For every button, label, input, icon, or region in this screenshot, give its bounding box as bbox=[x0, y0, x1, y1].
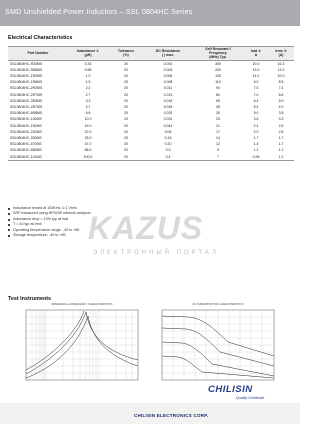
watermark-subtitle: ЭЛЕКТРОННЫЙ ПОРТАЛ bbox=[93, 250, 219, 256]
table-cell: 9.0 bbox=[253, 80, 259, 85]
part-number-cell: SSL0804HC-2R2MS bbox=[10, 86, 43, 91]
table-cell: 110 bbox=[215, 80, 221, 85]
table-cell: 20 bbox=[124, 80, 128, 85]
part-number-cell: SSL0804HC-3R3MS bbox=[10, 98, 43, 103]
table-cell: 6.4 bbox=[253, 98, 259, 103]
part-number-cell: SSL0804HC-R68MS bbox=[10, 67, 43, 72]
table-cell: 7.4 bbox=[278, 86, 284, 91]
table-cell: 7.5 bbox=[253, 86, 259, 91]
table-cell: 1.4 bbox=[253, 142, 259, 147]
part-number-cell: SSL0804HC-101MS bbox=[8, 154, 68, 161]
table-cell: 0.005 bbox=[163, 74, 173, 79]
table-header-cell bbox=[192, 47, 244, 61]
table-cell: 20 bbox=[124, 86, 128, 91]
table-cell: 47.0 bbox=[84, 142, 92, 147]
part-number-cell: SSL0804HC-100MS bbox=[10, 117, 42, 122]
bullet-icon bbox=[8, 219, 10, 221]
part-number-cell: SSL0804HC-4R7MS bbox=[10, 105, 43, 110]
table-cell: 1.0 bbox=[85, 74, 91, 79]
bullet-icon bbox=[8, 235, 10, 237]
table-cell: 0.3 bbox=[165, 148, 171, 153]
table-header-cell bbox=[108, 47, 144, 61]
spec-table bbox=[8, 46, 294, 161]
table-cell: 33.0 bbox=[84, 136, 92, 141]
note-text: Operating temperature range: -40 to +85 bbox=[13, 227, 80, 232]
table-cell: 22.0 bbox=[84, 129, 92, 134]
table-cell: 17 bbox=[216, 129, 220, 134]
table-cell: 20 bbox=[124, 67, 128, 72]
table-cell: 1.2 bbox=[253, 148, 259, 153]
table-header-text: Isat ② bbox=[251, 49, 261, 54]
table-header-text: Tolerance bbox=[117, 49, 135, 54]
dc-superposition-chart-plot bbox=[158, 308, 278, 382]
part-number-cell: SSL0804HC-220MS bbox=[10, 129, 42, 134]
impedance-chart bbox=[22, 303, 142, 383]
table-cell: 13.0 bbox=[277, 67, 285, 72]
table-cell: 20 bbox=[124, 98, 128, 103]
table-cell: 0.011 bbox=[163, 86, 173, 91]
table-cell: 20 bbox=[124, 136, 128, 141]
table-cell: 3.3 bbox=[278, 117, 284, 122]
table-header-text: Part Number bbox=[27, 51, 49, 56]
part-number-cell: SSL0804HC-1R0MS bbox=[10, 74, 43, 79]
table-cell: 20 bbox=[124, 148, 128, 153]
table-cell: 1.5 bbox=[85, 80, 91, 85]
table-header-text: (MHz) Typ. bbox=[209, 55, 227, 60]
company-name: CHILISIN ELECTRONICS CORP. bbox=[134, 413, 209, 418]
table-cell: 6.6 bbox=[278, 92, 284, 97]
table-cell: 1.7 bbox=[278, 142, 284, 147]
table-cell: 12 bbox=[216, 142, 220, 147]
table-header-text: (A) bbox=[278, 53, 284, 58]
table-cell: 13.0 bbox=[252, 67, 260, 72]
table-cell: 2.4 bbox=[253, 123, 259, 128]
table-cell: 300 bbox=[215, 61, 221, 66]
dc-superposition-chart bbox=[158, 303, 278, 383]
table-cell: 0.013 bbox=[163, 92, 173, 97]
table-header-cell bbox=[144, 47, 192, 61]
table-cell: 1.7 bbox=[278, 136, 284, 141]
table-cell: 45 bbox=[216, 105, 220, 110]
table-cell: 0.33 bbox=[84, 61, 92, 66]
note-text: SRF measured using HP4195 network analyzer bbox=[13, 211, 91, 216]
table-cell: 4.7 bbox=[85, 105, 91, 110]
table-cell: 10.0 bbox=[84, 117, 92, 122]
bullet-icon bbox=[8, 208, 10, 210]
table-cell: 20 bbox=[124, 74, 128, 79]
table-cell: 8.5 bbox=[278, 80, 284, 85]
table-cell: 20 bbox=[124, 117, 128, 122]
notes-list bbox=[8, 206, 91, 238]
table-row bbox=[8, 60, 294, 67]
table-cell: 100.0 bbox=[68, 154, 108, 161]
table-cell: 200 bbox=[215, 67, 221, 72]
watermark-logo: KAZUS bbox=[88, 210, 204, 246]
table-cell: 25 bbox=[216, 117, 220, 122]
chilisin-logo: CHILISIN bbox=[208, 384, 253, 395]
table-cell: 7 bbox=[192, 154, 244, 161]
table-cell: 0.06 bbox=[164, 129, 172, 134]
table-header-text: A bbox=[254, 53, 258, 58]
table-cell: 5.4 bbox=[253, 105, 259, 110]
test-instruments-heading: Test Instruments bbox=[8, 296, 52, 302]
table-cell: 15.0 bbox=[84, 123, 92, 128]
table-cell: 20.0 bbox=[252, 61, 260, 66]
table-cell: 2.8 bbox=[278, 129, 284, 134]
table-cell: 2.5 bbox=[278, 123, 284, 128]
table-cell: 0.025 bbox=[163, 111, 173, 116]
table-cell: 4.9 bbox=[278, 105, 284, 110]
note-item bbox=[8, 233, 91, 238]
table-header-cell bbox=[8, 47, 68, 61]
table-cell: 130 bbox=[215, 74, 221, 79]
table-header-row bbox=[8, 47, 294, 61]
part-number-cell: SSL0804HC-R33MS bbox=[10, 61, 43, 66]
table-cell: 0.20 bbox=[164, 142, 172, 147]
table-header-text: DC Resistance bbox=[155, 49, 181, 54]
table-cell: 20 bbox=[124, 92, 128, 97]
table-cell: 20 bbox=[124, 123, 128, 128]
table-cell: 68.0 bbox=[84, 148, 92, 153]
note-text: Storage temperature: -40 to +85 bbox=[13, 233, 66, 238]
table-cell: 1.2 bbox=[278, 148, 284, 153]
table-cell: 0.043 bbox=[163, 123, 173, 128]
impedance-chart-plot bbox=[22, 308, 142, 382]
table-cell: 0.4 bbox=[144, 154, 192, 161]
table-cell: 5.0 bbox=[253, 111, 259, 116]
page-title: SMD Unshielded Power Inductors – SSL 0804HC Series bbox=[5, 7, 193, 16]
table-cell: 3.6 bbox=[253, 117, 259, 122]
electrical-characteristics-heading: Electrical Characteristics bbox=[8, 35, 73, 41]
part-number-cell: SSL0804HC-330MS bbox=[10, 136, 42, 141]
table-cell: 20 bbox=[124, 61, 128, 66]
table-cell: 20 bbox=[124, 142, 128, 147]
table-cell: 0.031 bbox=[163, 117, 173, 122]
table-cell: 0.003 bbox=[163, 67, 173, 72]
table-cell: 11.0 bbox=[252, 74, 260, 79]
table-header-text: Self Resonant f bbox=[205, 47, 231, 51]
table-cell: 7.0 bbox=[253, 92, 259, 97]
table-cell: 80 bbox=[216, 92, 220, 97]
part-number-cell: SSL0804HC-680MS bbox=[10, 148, 42, 153]
table-header-cell bbox=[244, 47, 268, 61]
table-cell: 6.8 bbox=[85, 111, 91, 116]
table-cell: 20 bbox=[108, 154, 144, 161]
table-cell: 9 bbox=[217, 148, 219, 153]
part-number-cell: SSL0804HC-470MS bbox=[10, 142, 42, 147]
table-header-text: ( ) max. bbox=[161, 53, 175, 58]
impedance-chart-title: IMPEDANCE vs FREQUENCY CHARACTERISTICS bbox=[51, 303, 113, 306]
table-cell: 0.95 bbox=[244, 154, 268, 161]
table-cell: 0.68 bbox=[84, 67, 92, 72]
table-header-text: Inductance ① bbox=[76, 49, 100, 54]
table-cell: 30 bbox=[216, 111, 220, 116]
table-cell: 1.2 bbox=[268, 154, 294, 161]
table-cell: 0.008 bbox=[163, 80, 173, 85]
table-cell: 20 bbox=[124, 105, 128, 110]
table-cell: 21 bbox=[216, 123, 220, 128]
table-header-text: (%) bbox=[123, 53, 129, 58]
table-cell: 16.3 bbox=[277, 61, 285, 66]
header-bar bbox=[0, 0, 300, 26]
note-text: Inductance drop = 10% typ at Isat bbox=[13, 216, 69, 221]
table-cell: 14 bbox=[216, 136, 220, 141]
quality-certificate-tag: Quality Certificate bbox=[236, 396, 265, 400]
table-cell: 20 bbox=[124, 129, 128, 134]
table-cell: 10.0 bbox=[277, 74, 285, 79]
table-header-text: (μH) bbox=[84, 53, 92, 58]
table-header-cell bbox=[268, 47, 294, 61]
table-cell: 65 bbox=[216, 98, 220, 103]
note-text: Inductance tested at 100KHz, 0.1 Vrms bbox=[13, 206, 78, 210]
part-number-cell: SSL0804HC-2R7MS bbox=[10, 92, 43, 97]
table-cell: 2.7 bbox=[85, 92, 91, 97]
table-cell: 2.2 bbox=[85, 86, 91, 91]
table-cell: 3.8 bbox=[278, 111, 284, 116]
part-number-cell: SSL0804HC-6R8MS bbox=[10, 111, 43, 116]
table-cell: 3.3 bbox=[85, 98, 91, 103]
table-header-text: Irms ③ bbox=[275, 49, 287, 54]
table-cell: 20 bbox=[124, 111, 128, 116]
table-cell: 5.9 bbox=[278, 98, 284, 103]
bullet-icon bbox=[8, 229, 10, 231]
table-cell: 1.7 bbox=[253, 136, 259, 141]
bullet-icon bbox=[8, 213, 10, 215]
part-number-cell: SSL0804HC-150MS bbox=[10, 123, 42, 128]
table-cell: 2.0 bbox=[253, 129, 259, 134]
table-row bbox=[8, 154, 294, 161]
bullet-icon bbox=[8, 224, 10, 226]
table-cell: 0.018 bbox=[163, 105, 173, 110]
dc-superposition-chart-title: DC SUPERPOSITION CHARACTERISTICS bbox=[192, 303, 244, 306]
table-header-text: Frequency bbox=[209, 51, 227, 56]
table-cell: 90 bbox=[216, 86, 220, 91]
table-header-cell bbox=[68, 47, 108, 61]
table-cell: 0.015 bbox=[163, 98, 173, 103]
table-cell: 0.15 bbox=[164, 136, 172, 141]
note-text: T = 40 typ at Irms bbox=[13, 222, 42, 227]
part-number-cell: SSL0804HC-1R5MS bbox=[10, 80, 43, 85]
table-cell: 0.002 bbox=[163, 61, 173, 66]
